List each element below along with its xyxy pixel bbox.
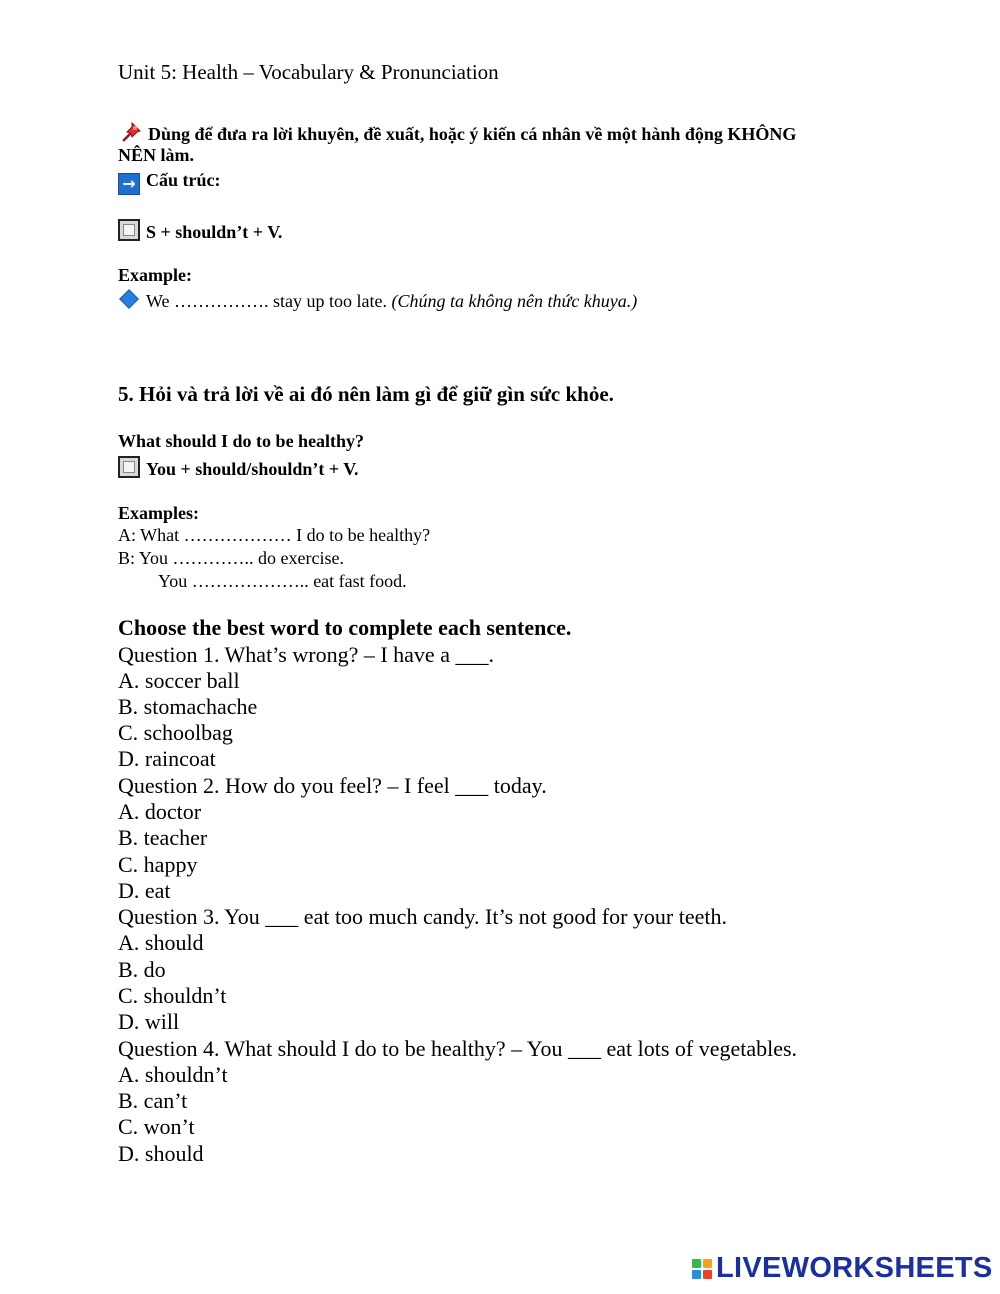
option-2d[interactable]: D. eat bbox=[118, 878, 171, 903]
section-heading: 5. Hỏi và trả lời về ai đó nên làm gì để giữ gìn sức khỏe. bbox=[118, 382, 614, 406]
logo-square-4 bbox=[703, 1270, 712, 1279]
example-text: We ……………. stay up too late. bbox=[146, 291, 388, 311]
diamond-bullet-icon bbox=[119, 289, 139, 309]
option-2b[interactable]: B. teacher bbox=[118, 825, 208, 850]
option-4a[interactable]: A. shouldn’t bbox=[118, 1062, 228, 1087]
logo-square-2 bbox=[703, 1259, 712, 1268]
example-b2: You ……………….. eat fast food. bbox=[158, 571, 407, 591]
example-b1: B: You ………….. do exercise. bbox=[118, 548, 344, 568]
option-1c[interactable]: C. schoolbag bbox=[118, 720, 233, 745]
example-a: A: What ……………… I do to be healthy? bbox=[118, 525, 431, 545]
question-3: Question 3. You ___ eat too much candy. It’s not good for your teeth. bbox=[118, 904, 727, 929]
structure-label-row bbox=[118, 170, 221, 195]
option-3b[interactable]: B. do bbox=[118, 957, 166, 982]
option-4c[interactable]: C. won’t bbox=[118, 1114, 195, 1139]
logo-mark-icon bbox=[692, 1259, 712, 1279]
grammar-description-text: Dùng để đưa ra lời khuyên, đề xuất, hoặc ý kiến cá nhân về một hành động KHÔNG bbox=[148, 124, 797, 144]
example-translation: (Chúng ta không nên thức khuya.) bbox=[391, 291, 638, 311]
option-1a[interactable]: A. soccer ball bbox=[118, 668, 240, 693]
option-2a[interactable]: A. doctor bbox=[118, 799, 202, 824]
liveworksheets-logo[interactable] bbox=[692, 1252, 993, 1285]
question-1: Question 1. What’s wrong? – I have a ___. bbox=[118, 642, 494, 667]
grammar-description-line2: NÊN làm. bbox=[118, 145, 194, 165]
option-1b[interactable]: B. stomachache bbox=[118, 694, 258, 719]
question-2: Question 2. How do you feel? – I feel ___ today. bbox=[118, 773, 547, 798]
formula-row bbox=[118, 219, 282, 243]
option-3c[interactable]: C. shouldn’t bbox=[118, 983, 227, 1008]
grammar-description-line1 bbox=[118, 121, 796, 145]
logo-square-3 bbox=[692, 1270, 701, 1279]
formula-text: S + shouldn’t + V. bbox=[146, 222, 283, 242]
example-label: Example: bbox=[118, 265, 192, 285]
examples-label: Examples: bbox=[118, 503, 199, 523]
section-question: What should I do to be healthy? bbox=[118, 431, 365, 451]
example-row bbox=[118, 291, 637, 312]
section-formula-row bbox=[118, 456, 358, 480]
pushpin-icon bbox=[118, 121, 142, 143]
square-bullet-icon bbox=[118, 219, 140, 241]
section-formula: You + should/shouldn’t + V. bbox=[146, 459, 359, 479]
logo-text: LIVEWORKSHEETS bbox=[716, 1252, 993, 1284]
page-title: Unit 5: Health – Vocabulary & Pronunciation bbox=[118, 60, 499, 84]
option-1d[interactable]: D. raincoat bbox=[118, 746, 216, 771]
option-4b[interactable]: B. can’t bbox=[118, 1088, 188, 1113]
option-2c[interactable]: C. happy bbox=[118, 852, 198, 877]
square-bullet-icon bbox=[118, 456, 140, 478]
arrow-right-icon: → bbox=[118, 173, 140, 195]
quiz-instruction: Choose the best word to complete each sentence. bbox=[118, 615, 572, 640]
option-3a[interactable]: A. should bbox=[118, 930, 204, 955]
option-4d[interactable]: D. should bbox=[118, 1141, 204, 1166]
option-3d[interactable]: D. will bbox=[118, 1009, 180, 1034]
logo-square-1 bbox=[692, 1259, 701, 1268]
structure-label: Cấu trúc: bbox=[146, 170, 221, 190]
question-4: Question 4. What should I do to be healthy? – You ___ eat lots of vegetables. bbox=[118, 1036, 798, 1061]
